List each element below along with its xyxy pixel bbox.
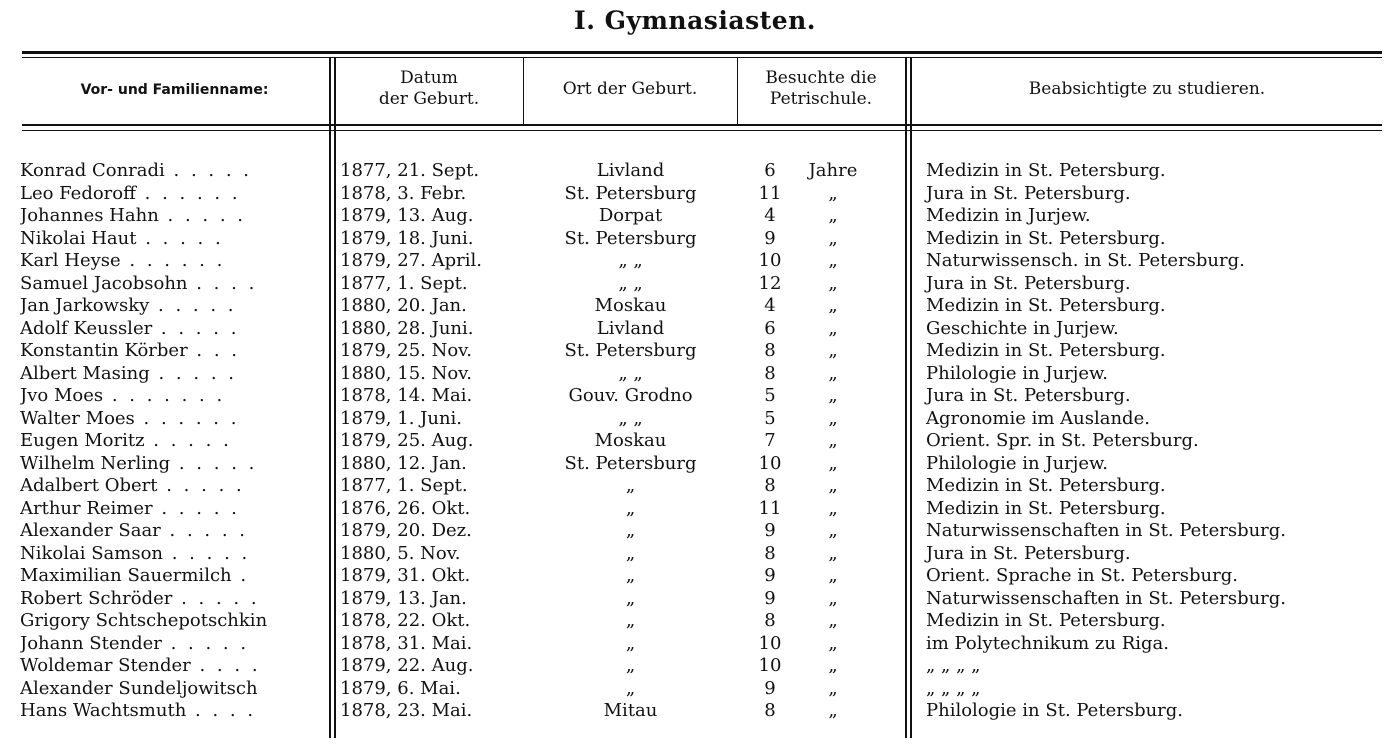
row-years-unit: „ [828, 182, 838, 204]
row-date: 1879, 13. Jan. [340, 587, 467, 609]
row-name-text: Eugen Moritz [20, 430, 145, 451]
row-name [20, 453, 325, 475]
row-years: 10 [758, 655, 782, 676]
header-rule-thick [22, 124, 1382, 126]
row-date: 1879, 31. Okt. [340, 565, 471, 586]
row-name [20, 543, 325, 565]
row-years: 7 [764, 430, 776, 451]
row-study: Medizin in St. Petersburg. [926, 610, 1166, 631]
row-leader-dots: . . . . [186, 700, 257, 721]
table-row [0, 543, 1390, 566]
row-name [20, 565, 325, 587]
row-name-text: Robert Schröder [20, 587, 173, 609]
row-place: „ [625, 497, 636, 519]
row-study: Medizin in St. Petersburg. [926, 160, 1166, 181]
row-name-text: Hans Wachtsmuth [20, 700, 187, 721]
row-date: 1880, 12. Jan. [340, 452, 467, 474]
header-place: Ort der Geburt. [562, 79, 698, 99]
row-place: St. Petersburg [564, 227, 697, 249]
row-study: Naturwissensch. in St. Petersburg. [926, 250, 1245, 271]
row-name-text: Nikolai Haut [20, 227, 137, 249]
row-date: 1879, 13. Aug. [340, 205, 474, 226]
row-study: Philologie in St. Petersburg. [926, 700, 1184, 721]
row-name [20, 228, 325, 250]
row-date: 1880, 28. Juni. [340, 317, 474, 339]
row-name-text: Walter Moes [20, 407, 135, 429]
row-leader-dots: . . . . . [152, 317, 240, 339]
row-date: 1877, 1. Sept. [340, 272, 468, 294]
row-leader-dots: . . . [187, 340, 241, 361]
row-name [20, 700, 325, 722]
row-years-unit: Jahre [808, 160, 858, 181]
table-row [0, 678, 1390, 701]
row-place: Livland [596, 317, 665, 339]
row-years: 5 [764, 385, 776, 406]
table-row [0, 700, 1390, 723]
row-date: 1880, 5. Nov. [340, 542, 461, 564]
row-name-text: Adalbert Obert [20, 475, 158, 496]
row-study: Orient. Sprache in St. Petersburg. [926, 565, 1239, 586]
table-row [0, 250, 1390, 273]
table-row [0, 160, 1390, 183]
row-years-unit: „ [828, 317, 838, 339]
row-place: Moskau [594, 295, 667, 316]
row-years-unit: „ [828, 295, 838, 316]
header-school [738, 68, 904, 110]
row-years: 9 [764, 520, 776, 541]
header-date-line2: der Geburt. [378, 89, 480, 109]
table-row [0, 633, 1390, 656]
row-name-text: Konstantin Körber [20, 340, 188, 361]
row-years: 8 [764, 542, 776, 564]
table-row [0, 318, 1390, 341]
row-place: Gouv. Grodno [568, 385, 693, 406]
row-leader-dots: . . . . . [164, 160, 253, 181]
row-years: 8 [764, 700, 776, 721]
top-rule-thick [22, 51, 1382, 54]
table-row [0, 183, 1390, 206]
row-leader-dots: . . . . . [149, 362, 237, 384]
row-name [20, 183, 325, 205]
row-date: 1878, 23. Mai. [340, 700, 473, 721]
row-years: 4 [764, 205, 776, 226]
top-rule-thin [22, 57, 1382, 58]
row-name-text: Albert Masing [20, 362, 150, 384]
row-name-text: Nikolai Samson [20, 542, 164, 564]
table-row [0, 340, 1390, 363]
row-study: Geschichte in Jurjew. [926, 317, 1119, 339]
row-date: 1879, 25. Nov. [340, 340, 472, 361]
row-name [20, 408, 325, 430]
row-name-text: Maximilian Sauermilch [20, 565, 232, 586]
row-name-text: Wilhelm Nerling [20, 452, 171, 474]
row-name-text: Arthur Reimer [20, 497, 153, 519]
row-date: 1880, 15. Nov. [340, 362, 472, 384]
table-row [0, 273, 1390, 296]
row-leader-dots: . . . . . [161, 632, 250, 654]
row-name [20, 250, 325, 272]
row-name [20, 160, 325, 182]
row-leader-dots: . . . . . . [134, 407, 240, 429]
row-years-unit: „ [828, 587, 838, 609]
row-leader-dots: . . . . . [163, 542, 251, 564]
row-date: 1879, 25. Aug. [340, 430, 474, 451]
table-row [0, 408, 1390, 431]
row-place: Moskau [594, 430, 667, 451]
row-name-text: Karl Heyse [20, 250, 121, 271]
row-study: im Polytechnikum zu Riga. [926, 632, 1169, 654]
row-years: 6 [764, 317, 776, 339]
row-place: „ [625, 542, 636, 564]
row-name [20, 273, 325, 295]
row-name [20, 678, 325, 700]
table-row [0, 228, 1390, 251]
row-leader-dots: . . . . . [144, 430, 232, 451]
row-leader-dots: . . . . . [158, 205, 247, 226]
row-years-unit: „ [828, 610, 838, 631]
row-place: „ [625, 632, 636, 654]
row-leader-dots: . . . . . [152, 497, 240, 519]
row-years-unit: „ [828, 475, 838, 496]
row-years-unit: „ [828, 632, 838, 654]
row-years: 8 [764, 475, 776, 496]
row-date: 1878, 31. Mai. [340, 632, 473, 654]
row-study: Philologie in Jurjew. [926, 452, 1109, 474]
row-study: „ „ „ „ [926, 655, 981, 676]
row-leader-dots: . . . . . [170, 452, 258, 474]
row-study: Jura in St. Petersburg. [926, 385, 1131, 406]
row-name-text: Konrad Conradi [20, 160, 165, 181]
table-row [0, 363, 1390, 386]
row-leader-dots: . . . . . [157, 475, 245, 496]
row-years: 9 [764, 587, 776, 609]
row-date: 1879, 20. Dez. [340, 520, 472, 541]
row-study: Medizin in St. Petersburg. [926, 295, 1166, 316]
row-place: „ [625, 565, 636, 586]
row-years-unit: „ [828, 385, 838, 406]
row-place: St. Petersburg [564, 182, 697, 204]
row-name-text: Alexander Sundeljowitsch [20, 677, 258, 699]
row-years: 12 [758, 272, 782, 294]
row-date: 1877, 21. Sept. [340, 160, 480, 181]
row-date: 1880, 20. Jan. [340, 295, 467, 316]
row-date: 1879, 22. Aug. [340, 655, 474, 676]
row-date: 1878, 22. Okt. [340, 610, 471, 631]
row-place: „ [625, 610, 636, 631]
row-place: „ [625, 655, 636, 676]
row-years: 5 [764, 407, 776, 429]
row-date: 1878, 14. Mai. [340, 385, 473, 406]
row-years: 9 [764, 565, 776, 586]
row-study: Medizin in St. Petersburg. [926, 227, 1166, 249]
row-study: Jura in St. Petersburg. [926, 182, 1131, 204]
row-study: Philologie in Jurjew. [926, 362, 1109, 384]
row-study: „ „ „ „ [926, 677, 981, 699]
row-name [20, 318, 325, 340]
row-name-text: Johannes Hahn [20, 205, 159, 226]
header-name: Vor- und Familienname: [80, 82, 269, 98]
table-row [0, 295, 1390, 318]
row-place: Mitau [603, 700, 658, 721]
table-row [0, 385, 1390, 408]
header-school-line1: Besuchte die [765, 68, 877, 88]
row-place: „ „ [618, 407, 643, 429]
row-date: 1877, 1. Sept. [340, 475, 468, 496]
row-years-unit: „ [828, 565, 838, 586]
row-place: „ [625, 520, 636, 541]
row-date: 1879, 6. Mai. [340, 677, 461, 699]
table-row [0, 453, 1390, 476]
row-place: „ „ [618, 272, 643, 294]
row-name [20, 385, 325, 407]
row-leader-dots: . . . . . [160, 520, 249, 541]
row-date: 1879, 18. Juni. [340, 227, 474, 249]
row-name-text: Woldemar Stender [20, 655, 191, 676]
row-name [20, 205, 325, 227]
row-name [20, 498, 325, 520]
row-years-unit: „ [828, 362, 838, 384]
row-name [20, 363, 325, 385]
row-leader-dots: . . . . . [136, 227, 224, 249]
row-study: Jura in St. Petersburg. [926, 542, 1131, 564]
row-name [20, 655, 325, 677]
table-row [0, 610, 1390, 633]
row-name-text: Johann Stender [20, 632, 162, 654]
row-years-unit: „ [828, 227, 838, 249]
row-leader-dots: . . . . . [149, 295, 237, 316]
row-years: 8 [764, 340, 776, 361]
table-row [0, 565, 1390, 588]
row-place: Livland [596, 160, 665, 181]
row-years: 10 [758, 452, 782, 474]
row-years: 11 [758, 182, 782, 204]
table-row [0, 205, 1390, 228]
row-years: 9 [764, 677, 776, 699]
row-years: 9 [764, 227, 776, 249]
row-name-text: Adolf Keussler [20, 317, 153, 339]
table-row [0, 498, 1390, 521]
row-date: 1879, 1. Juni. [340, 407, 463, 429]
header-date-line1: Datum [400, 68, 458, 88]
row-years-unit: „ [828, 677, 838, 699]
row-leader-dots: . . . . . [172, 587, 260, 609]
row-study: Medizin in St. Petersburg. [926, 340, 1166, 361]
row-years: 4 [764, 295, 776, 316]
header-study: Beabsichtigte zu studieren. [1028, 79, 1266, 99]
row-place: „ „ [618, 250, 643, 271]
row-place: St. Petersburg [564, 340, 697, 361]
row-place: „ [625, 475, 636, 496]
row-name [20, 475, 325, 497]
row-date: 1876, 26. Okt. [340, 497, 471, 519]
row-study: Orient. Spr. in St. Petersburg. [926, 430, 1199, 451]
row-date: 1879, 27. April. [340, 250, 482, 271]
row-name-text: Samuel Jacobsohn [20, 272, 188, 294]
row-place: St. Petersburg [564, 452, 697, 474]
row-name [20, 295, 325, 317]
table-row [0, 655, 1390, 678]
row-name-text: Grigory Schtschepotschkin [20, 610, 268, 631]
header-school-line2: Petrischule. [769, 89, 873, 109]
row-name [20, 633, 325, 655]
row-leader-dots: . . . . [190, 655, 261, 676]
table-row [0, 475, 1390, 498]
row-years-unit: „ [828, 407, 838, 429]
header-rule-thin [22, 130, 1382, 131]
row-years-unit: „ [828, 430, 838, 451]
row-place: „ [625, 677, 636, 699]
row-study: Agronomie im Auslande. [926, 407, 1150, 429]
row-study: Jura in St. Petersburg. [926, 272, 1131, 294]
row-name [20, 520, 325, 542]
row-place: „ [625, 587, 636, 609]
row-name-text: Jan Jarkowsky [20, 295, 150, 316]
row-years-unit: „ [828, 655, 838, 676]
row-name [20, 610, 325, 632]
row-study: Naturwissenschaften in St. Petersburg. [926, 587, 1287, 609]
row-years: 11 [758, 497, 782, 519]
row-years-unit: „ [828, 272, 838, 294]
row-date: 1878, 3. Febr. [340, 182, 467, 204]
row-leader-dots: . . . . . . [120, 250, 226, 271]
row-study: Medizin in Jurjew. [926, 205, 1091, 226]
table-row [0, 520, 1390, 543]
row-years: 8 [764, 362, 776, 384]
row-name-text: Leo Fedoroff [20, 182, 136, 204]
row-years-unit: „ [828, 340, 838, 361]
row-name-text: Jvo Moes [20, 385, 104, 406]
row-study: Naturwissenschaften in St. Petersburg. [926, 520, 1287, 541]
row-name-text: Alexander Saar [20, 520, 161, 541]
row-name [20, 340, 325, 362]
row-name [20, 430, 325, 452]
row-years-unit: „ [828, 542, 838, 564]
row-years-unit: „ [828, 520, 838, 541]
row-study: Medizin in St. Petersburg. [926, 497, 1166, 519]
table-row [0, 430, 1390, 453]
row-years: 8 [764, 610, 776, 631]
row-years: 6 [764, 160, 776, 181]
row-years-unit: „ [828, 700, 838, 721]
row-place: „ „ [618, 362, 643, 384]
row-years: 10 [758, 250, 782, 271]
row-leader-dots: . . . . . . [135, 182, 241, 204]
row-years: 10 [758, 632, 782, 654]
row-leader-dots: . . . . . . . [103, 385, 226, 406]
row-years-unit: „ [828, 205, 838, 226]
header-date [336, 68, 522, 110]
row-place: Dorpat [598, 205, 663, 226]
page-title: I. Gymnasiasten. [574, 6, 816, 35]
row-years-unit: „ [828, 497, 838, 519]
row-leader-dots: . [231, 565, 250, 586]
row-years-unit: „ [828, 452, 838, 474]
row-leader-dots: . . . . [187, 272, 258, 294]
table-row [0, 588, 1390, 611]
row-years-unit: „ [828, 250, 838, 271]
row-name [20, 588, 325, 610]
row-study: Medizin in St. Petersburg. [926, 475, 1166, 496]
